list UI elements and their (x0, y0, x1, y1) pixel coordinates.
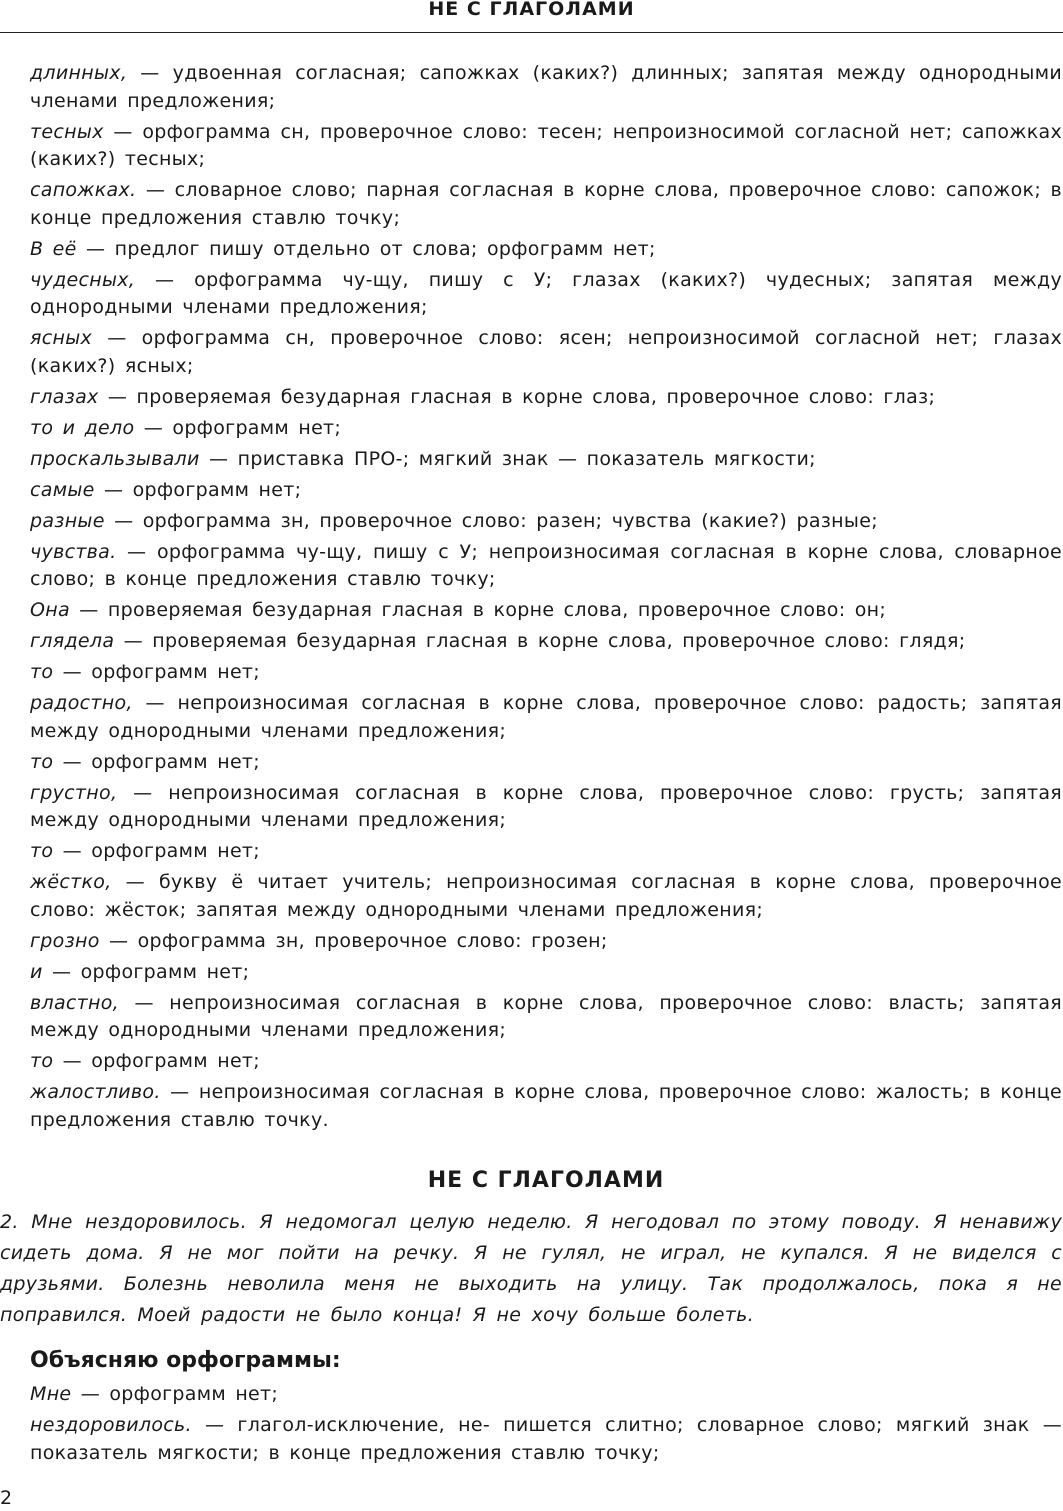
orthogram-entry: глядела — проверяемая безударная гласная в корне слова, проверочное слово: глядя; (30, 630, 966, 652)
orthogram-entry: длинных, — удвоенная согласная; сапожках (каких?) длинных; запятая между однородными членами предложения; (30, 62, 1062, 112)
orthogram-entry: то — орфограмм нет; (30, 750, 261, 773)
page-content (0, 60, 1062, 1471)
running-head: НЕ С ГЛАГОЛАМИ (428, 0, 635, 20)
orthogram-entry: то — орфограмм нет; (30, 840, 261, 862)
orthogram-entry: самые — орфограмм нет; (30, 478, 302, 501)
exercise-text: 2. Мне нездоровилось. Я недомогал целую неделю. Я негодовал по этому поводу. Я ненавижу сидеть дома. Я не мог пойти на речку. Я не гулял, не играл, не купался. Я не виделся с друзьями. Болезнь неволила меня не выходить на улицу. Так продолжалось, пока я не поправился. Моей радости не было конца! Я не хочу больше болеть. (0, 1211, 1062, 1326)
orthogram-entry: В её — предлог пишу отдельно от слова; орфограмм нет; (30, 237, 656, 260)
orthogram-entry: тесных — орфограмма сн, проверочное слово: тесен; непроизносимой согласной нет; сапожках (каких?) тесных; (30, 120, 1062, 170)
explain-heading: Объясняю орфограммы: (30, 1348, 341, 1373)
section-title: НЕ С ГЛАГОЛАМИ (427, 1168, 665, 1193)
orthogram-entry: разные — орфограмма зн, проверочное слово: разен; чувства (какие?) разные; (30, 509, 878, 532)
orthogram-entry: жёстко, — букву ё читает учитель; непроизносимая согласная в корне слова, проверочное слово: жёсток; запятая между однородными членами предложения; (30, 871, 1062, 921)
orthogram-entry: грозно — орфограмма зн, проверочное слово: грозен; (30, 929, 608, 952)
orthogram-entries (30, 60, 1062, 1134)
orthogram-entry: сапожках. — словарное слово; парная согласная в корне слова, проверочное слово: сапожок; в конце предложения ставлю точку; (30, 179, 1062, 229)
orthogram-entry: то и дело — орфограмм нет; (30, 416, 342, 439)
orthogram-entry: Она — проверяемая безударная гласная в корне слова, проверочное слово: он; (30, 599, 887, 621)
orthogram-entry: глазах — проверяемая безударная гласная в корне слова, проверочное слово: глаз; (30, 385, 936, 408)
explain-entries (30, 1381, 1062, 1467)
orthogram-entry: ясных — орфограмма сн, проверочное слово: ясен; непроизносимой согласной нет; глазах (каких?) ясных; (30, 327, 1062, 377)
orthogram-entry: Мне — орфограмм нет; (30, 1383, 279, 1405)
orthogram-entry: чувства. — орфограмма чу-щу, пишу с У; непроизносимая согласная в корне слова, словарное слово; в конце предложения ставлю точку; (30, 540, 1062, 590)
orthogram-entry: и — орфограмм нет; (30, 960, 250, 983)
orthogram-entry: нездоровилось. — глагол-исключение, не- пишется слитно; словарное слово; мягкий знак — показатель мягкости; в конце предложения ставлю точку; (30, 1414, 1062, 1464)
orthogram-entry: грустно, — непроизносимая согласная в корне слова, проверочное слово: грусть; запятая между однородными членами предложения; (30, 781, 1062, 831)
page-number: 2 (0, 1487, 13, 1509)
header-divider (0, 32, 1063, 33)
orthogram-entry: то — орфограмм нет; (30, 1050, 261, 1072)
orthogram-entry: проскальзывали — приставка ПРО-; мягкий знак — показатель мягкости; (30, 447, 816, 470)
orthogram-entry: чудесных, — орфограмма чу-щу, пишу с У; глазах (каких?) чудесных; запятая между однородными членами предложения; (30, 268, 1062, 318)
orthogram-entry: радостно, — непроизносимая согласная в корне слова, проверочное слово: радость; запятая между однородными членами предложения; (30, 692, 1062, 742)
orthogram-entry: жалостливо. — непроизносимая согласная в корне слова, проверочное слово: жалость; в конце предложения ставлю точку. (30, 1081, 1062, 1131)
orthogram-entry: властно, — непроизносимая согласная в корне слова, проверочное слово: власть; запятая между однородными членами предложения; (30, 991, 1062, 1041)
orthogram-entry: то — орфограмм нет; (30, 661, 261, 683)
